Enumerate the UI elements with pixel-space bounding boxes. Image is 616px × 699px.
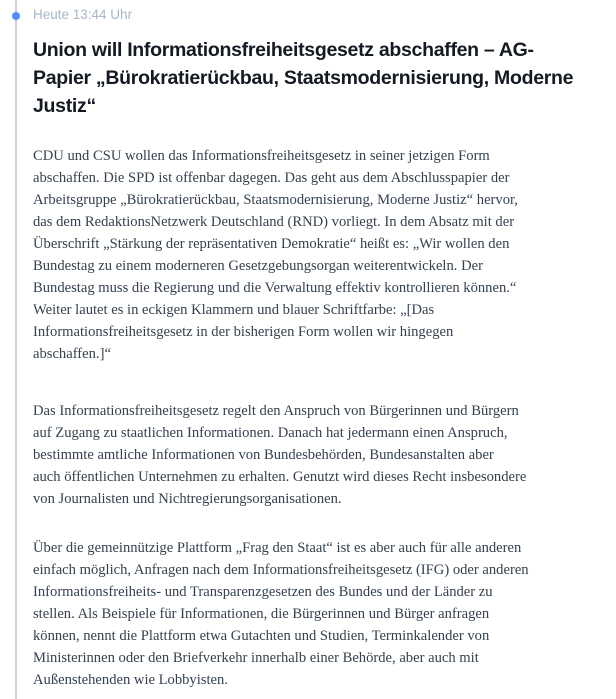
text-line: Außenstehenden wie Lobbyisten. <box>33 672 228 688</box>
entry-headline <box>33 36 611 120</box>
paragraph-2 <box>33 400 611 510</box>
paragraph-1 <box>33 145 611 365</box>
text-line: können, nennt die Plattform etwa Gutachten und Studien, Terminkalender von <box>33 628 490 644</box>
timeline-line <box>15 0 17 699</box>
headline-line: Union will Informationsfreiheitsgesetz abschaffen – AG- <box>33 39 534 61</box>
timeline-dot-icon <box>12 12 20 20</box>
text-line: Informationsfreiheits- und Transparenzgesetzen des Bundes und der Länder zu <box>33 584 493 600</box>
text-line: abschaffen.]“ <box>33 346 111 362</box>
headline-line: Papier „Bürokratierückbau, Staatsmodernisierung, Moderne <box>33 67 574 89</box>
text-line: auch öffentlichen Unternehmen zu erhalten. Genutzt wird dieses Recht insbesondere <box>33 469 527 485</box>
text-line: Informationsfreiheitsgesetz in der bisherigen Form wollen wir hingegen <box>33 324 454 340</box>
text-line: Weiter lautet es in eckigen Klammern und blauer Schriftfarbe: „[Das <box>33 302 435 318</box>
text-line: Über die gemeinnützige Plattform „Frag den Staat“ ist es aber auch für alle anderen <box>33 540 522 556</box>
text-line: Das Informationsfreiheitsgesetz regelt den Anspruch von Bürgerinnen und Bürgern <box>33 403 519 419</box>
headline-line: Justiz“ <box>33 95 96 117</box>
text-line: das dem RedaktionsNetzwerk Deutschland (RND) vorliegt. In dem Absatz mit der <box>33 214 515 230</box>
text-line: abschaffen. Die SPD ist offenbar dagegen. Das geht aus dem Abschlusspapier der <box>33 170 510 186</box>
paragraph-3 <box>33 537 611 691</box>
text-line: Ministerinnen oder den Briefverkehr innerhalb einer Behörde, aber auch mit <box>33 650 479 666</box>
text-line: bestimmte amtliche Informationen von Bundesbehörden, Bundesanstalten aber <box>33 447 494 463</box>
text-line: CDU und CSU wollen das Informationsfreiheitsgesetz in seiner jetzigen Form <box>33 148 490 164</box>
text-line: Bundestag zu einem moderneren Gesetzgebungsorgan weiterentwickeln. Der <box>33 258 483 274</box>
text-line: einfach möglich, Anfragen nach dem Informationsfreiheitsgesetz (IFG) oder anderen <box>33 562 529 578</box>
text-line: Arbeitsgruppe „Bürokratierückbau, Staatsmodernisierung, Moderne Justiz“ hervor, <box>33 192 518 208</box>
text-line: Überschrift „Stärkung der repräsentativen Demokratie“ heißt es: „Wir wollen den <box>33 236 510 252</box>
text-line: Bundestag muss die Regierung und die Verwaltung effektiv kontrollieren können.“ <box>33 280 517 296</box>
text-line: von Journalisten und Nichtregierungsorganisationen. <box>33 491 342 507</box>
text-line: auf Zugang zu staatlichen Informationen. Danach hat jedermann einen Anspruch, <box>33 425 508 441</box>
entry-timestamp: Heute 13:44 Uhr <box>33 7 133 22</box>
text-line: stellen. Als Beispiele für Informationen, die Bürgerinnen und Bürger anfragen <box>33 606 490 622</box>
